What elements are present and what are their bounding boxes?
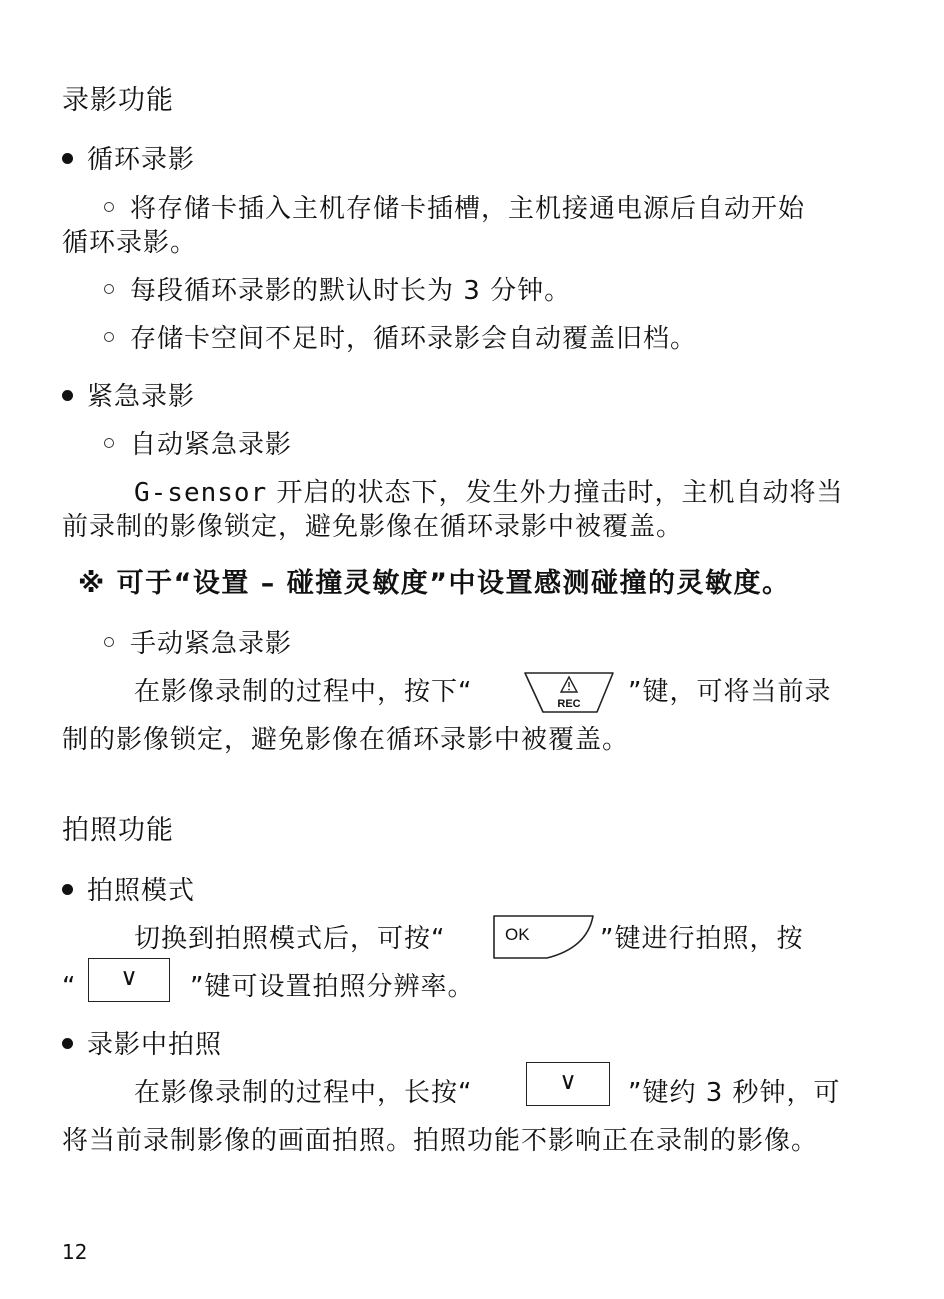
circle-bullet-icon xyxy=(104,332,114,342)
photo-during-line1-a: 在影像录制的过程中，长按“ xyxy=(134,1078,473,1108)
rec-key-label: REC xyxy=(557,698,581,710)
loop-item-3: 存储卡空间不足时，循环录影会自动覆盖旧档。 xyxy=(104,322,697,356)
bullet-dot-icon xyxy=(62,884,73,895)
circle-bullet-icon xyxy=(104,637,114,647)
loop-item-2: 每段循环录影的默认时长为 3 分钟。 xyxy=(104,274,571,308)
ok-key-icon xyxy=(491,913,599,961)
down-key-label: ∨ xyxy=(559,1067,577,1095)
manual-emergency-text-a2: ”键，可将当前录 xyxy=(628,677,832,707)
bullet-photo-mode: 拍照模式 xyxy=(62,874,195,908)
rec-key-icon xyxy=(521,670,617,716)
bullet-emergency-recording: 紧急录影 xyxy=(62,380,195,414)
photo-during-line1-b: ”键约 3 秒钟，可 xyxy=(628,1078,841,1108)
bullet-loop-recording: 循环录影 xyxy=(62,143,195,177)
bullet-dot-icon xyxy=(62,390,73,401)
bullet-photo-during-recording: 录影中拍照 xyxy=(62,1028,222,1062)
loop-item-1: 将存储卡插入主机存储卡插槽，主机接通电源后自动开始 xyxy=(104,192,805,226)
circle-bullet-icon xyxy=(104,438,114,448)
photo-mode-line2-b: ”键可设置拍照分辨率。 xyxy=(190,972,475,1002)
page-number: 12 xyxy=(62,1240,88,1264)
circle-bullet-icon xyxy=(104,284,114,294)
sensitivity-note: ※ 可于“设置 – 碰撞灵敏度”中设置感测碰撞的灵敏度。 xyxy=(78,568,791,599)
bullet-dot-icon xyxy=(62,153,73,164)
photo-mode-line1-b: ”键进行拍照，按 xyxy=(600,924,804,954)
loop-item-1-cont: 循环录影。 xyxy=(62,228,198,258)
down-key-icon xyxy=(526,1062,610,1106)
auto-emergency-title: 自动紧急录影 xyxy=(104,428,292,462)
photo-mode-line1-a: 切换到拍照模式后，可按“ xyxy=(134,924,446,954)
section-heading-video: 录影功能 xyxy=(62,85,174,116)
ok-key-label: OK xyxy=(505,925,530,944)
auto-emergency-text: G-sensor 开启的状态下，发生外力撞击时，主机自动将当 xyxy=(134,478,844,508)
photo-mode-line2-a: “ xyxy=(62,972,77,1002)
section-heading-photo: 拍照功能 xyxy=(62,815,174,846)
manual-emergency-title: 手动紧急录影 xyxy=(104,627,292,661)
manual-emergency-text-b: 制的影像锁定，避免影像在循环录影中被覆盖。 xyxy=(62,725,630,755)
down-key-label: ∨ xyxy=(120,963,138,991)
down-key-icon xyxy=(88,958,170,1002)
bullet-dot-icon xyxy=(62,1038,73,1049)
photo-during-line2: 将当前录制影像的画面拍照。拍照功能不影响正在录制的影像。 xyxy=(62,1126,819,1156)
circle-bullet-icon xyxy=(104,202,114,212)
manual-emergency-text-a1: 在影像录制的过程中，按下“ xyxy=(134,677,473,707)
auto-emergency-text-cont: 前录制的影像锁定，避免影像在循环录影中被覆盖。 xyxy=(62,512,684,542)
